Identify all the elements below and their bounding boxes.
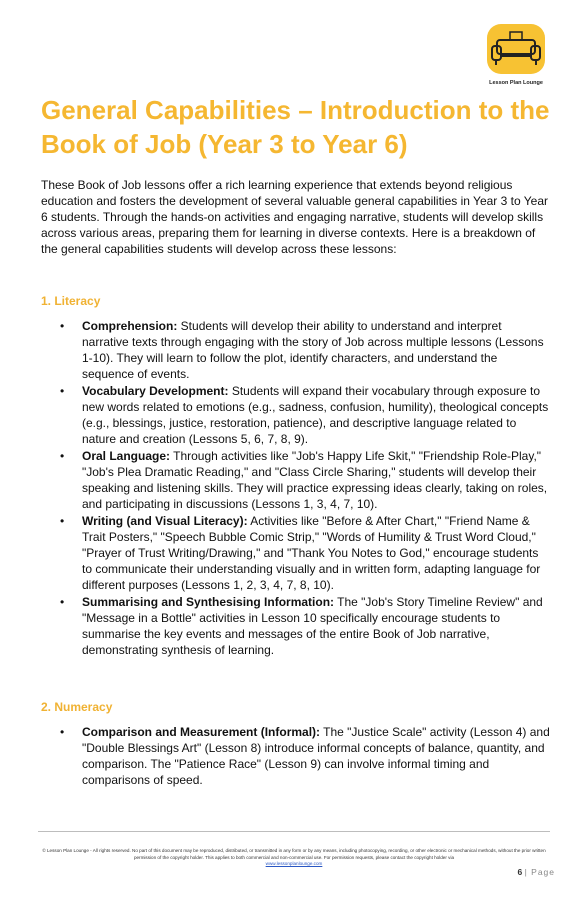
list-item xyxy=(41,724,551,788)
page-title: General Capabilities – Introduction to the Book of Job (Year 3 to Year 6) xyxy=(41,95,550,159)
page-number-value: 6 xyxy=(517,867,523,877)
list-item xyxy=(41,594,551,658)
item-term: Summarising and Synthesising Information: xyxy=(82,595,335,609)
footer-divider xyxy=(38,831,550,832)
intro-paragraph: These Book of Job lessons offer a rich learning experience that extends beyond religious education and fosters the development of several valuable general capabilities in Year 3 to Year 6 students. Through the hands-on activities and engaging narrative, students will develop skills across various areas, preparing them for learning in diverse contexts. Here is a breakdown of the general capabilities students will develop across these lessons: xyxy=(41,178,549,256)
copyright-text: © Lesson Plan Lounge - All rights reserved. No part of this document may be reproduced, distributed, or transmitted in any form or by any means, including photocopying, recording, or other electronic or mechanical methods, without the prior written permission of the copyright holder. This applies to both commercial and non-commercial use. For permission requests, please contact the copyright holder via xyxy=(42,848,546,860)
list-item xyxy=(41,448,551,512)
list-item xyxy=(41,318,551,382)
item-term: Vocabulary Development: xyxy=(82,384,229,398)
page-label: | Page xyxy=(524,867,555,877)
item-text: Students will develop their ability to understand and interpret narrative texts through engaging with the story of Job across multiple lessons (Lessons 1-10). They will learn to follow the plot, identify characters, and understand the sequence of events. xyxy=(82,319,544,381)
item-term: Comprehension: xyxy=(82,319,178,333)
section-heading-literacy: 1. Literacy xyxy=(41,294,101,308)
section-heading-numeracy: 2. Numeracy xyxy=(41,700,113,714)
bullet-icon: • xyxy=(60,384,65,398)
item-text: Through activities like "Job's Happy Life Skit," "Friendship Role-Play," "Job's Plea Dramatic Reading," and "Class Circle Sharing," students will develop their speaking and listening skills. They will practice expressing ideas clearly, taking on roles, and participating in discussions (Lessons 1, 3, 4, 7, 10). xyxy=(82,449,548,511)
brand-name: Lesson Plan Lounge xyxy=(489,80,543,86)
item-term: Comparison and Measurement (Informal): xyxy=(82,725,321,739)
website-link[interactable]: www.lessonplanlounge.com xyxy=(265,861,323,866)
page-number xyxy=(495,867,555,877)
item-text: The "Justice Scale" activity (Lesson 4) and "Double Blessings Art" (Lesson 8) introduce informal concepts of balance, quantity, and comparison. The "Patience Race" (Lesson 9) can involve informal timing and comparisons of speed. xyxy=(82,725,550,787)
item-term: Oral Language: xyxy=(82,449,171,463)
list-item xyxy=(41,513,551,593)
bullet-icon: • xyxy=(60,449,65,463)
item-text: The "Job's Story Timeline Review" and "Message in a Bottle" activities in Lesson 10 specifically encourage students to summarise the key events and messages of the entire Book of Job narrative, demonstrating synthesis of learning. xyxy=(82,595,543,657)
footer-copyright xyxy=(40,848,548,868)
literacy-list xyxy=(41,318,551,659)
bullet-icon: • xyxy=(60,595,65,609)
bullet-icon: • xyxy=(60,725,65,739)
item-text: Activities like "Before & After Chart," "Friend Name & Trait Posters," "Speech Bubble Comic Strip," "Words of Humility & Trust Word Cloud," "Prayer of Trust Writing/Drawing," and "Thank You Notes to God," encourage students to communicate their understanding visually and in written form, adapting language for different purposes (Lessons 1, 2, 3, 4, 7, 8, 10). xyxy=(82,514,541,592)
list-item xyxy=(41,383,551,447)
item-term: Writing (and Visual Literacy): xyxy=(82,514,248,528)
bullet-icon: • xyxy=(60,514,65,528)
item-text: Students will expand their vocabulary through exposure to new words related to emotions (e.g., sadness, confusion, humility), theological concepts (e.g., blessings, justice, restoration, patience), and descriptive language related to nature and creation (Lessons 5, 6, 7, 8, 9). xyxy=(82,384,549,446)
sofa-logo-icon xyxy=(483,22,549,78)
numeracy-list xyxy=(41,724,551,789)
bullet-icon: • xyxy=(60,319,65,333)
